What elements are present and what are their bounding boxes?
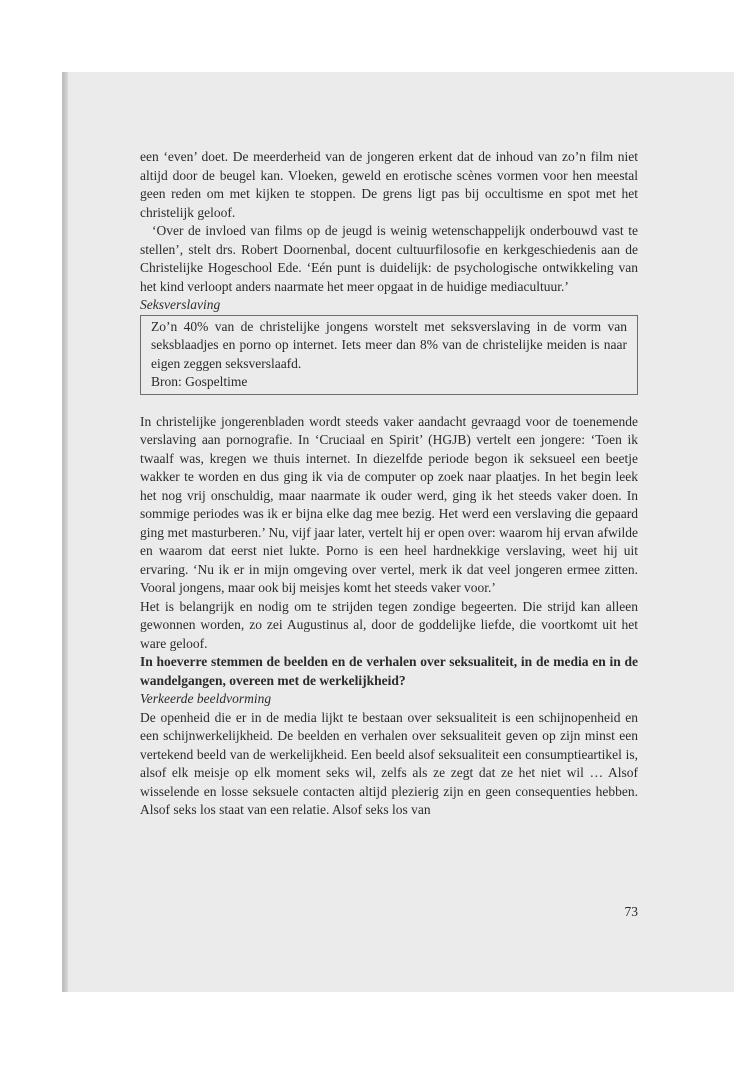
subheading-seksverslaving: Seksverslaving (140, 297, 221, 312)
paragraph: De openheid die er in de media lijkt te bestaan over seksualiteit is een schijnopenheid en een schijnwerkelijkheid. De beelden en verhalen over seksualiteit geven op zijn minst een vertekend beeld van de werkelijkheid. Een beeld alsof seksualiteit een consumptieartikel is, alsof elk meisje op elk moment seks wil, zelfs als ze zegt dat ze het niet wil … Alsof wisselende en losse seksuele contacten altijd plezierig zijn en geen consequenties hebben. Alsof seks los staat van een relatie. Alsof seks los van (140, 709, 638, 817)
page-content (140, 148, 638, 820)
paragraph: In christelijke jongerenbladen wordt steeds vaker aandacht gevraagd voor de toenemende verslaving aan pornografie. In ‘Cruciaal en Spirit’ (HGJB) vertelt een jongere: ‘Toen ik twaalf was, kregen we thuis internet. In diezelfde periode begon ik seksueel een beetje wakker te worden en dus ging ik via de computer op zoek naar plaatjes. In het begin leek het nog vrij onschuldig, maar naarmate ik ouder werd, ging ik het steeds vaker doen. In sommige periodes was ik er bijna elke dag mee bezig. Het werd een verslaving die gepaard ging met masturberen.’ Nu, vijf jaar later, vertelt hij er open over: waarom hij ervan afwilde en waarom dat eerst niet lukte. Porno is een heel hardnekkige verslaving, weet hij uit ervaring. ‘Nu ik er in mijn omgeving over vertel, merk ik dat veel jongeren ermee zitten. Vooral jongens, maar ook bij meisjes komt het steeds vaker voor.’ (140, 413, 638, 595)
box-source: Bron: Gospeltime (151, 374, 248, 389)
subheading-verkeerde-beeldvorming: Verkeerde beeldvorming (140, 691, 272, 706)
paragraph: Het is belangrijk en nodig om te strijden tegen zondige begeerten. Die strijd kan alleen gewonnen worden, zo zei Augustinus al, door de goddelijke liefde, die voortkomt uit het ware geloof. (140, 598, 638, 651)
section-heading: In hoeverre stemmen de beelden en de verhalen over seksualiteit, in de media en in de wandelgangen, overeen met de werkelijkheid? (140, 654, 638, 688)
box-text: Zo’n 40% van de christelijke jongens worstelt met seksverslaving in de vorm van seksblaadjes en porno op internet. Iets meer dan 8% van de christelijke meiden is naar eigen zeggen seksverslaafd. (151, 318, 627, 371)
page-number: 73 (624, 904, 638, 919)
statistics-box (140, 315, 638, 395)
paragraph: een ‘even’ doet. De meerderheid van de jongeren erkent dat de inhoud van zo’n film niet altijd door de beugel kan. Vloeken, geweld en erotische scènes vormen voor hen meestal geen reden om met kijken te stoppen. De grens ligt pas bij occultisme en spot met het christelijk geloof. (140, 149, 638, 220)
paragraph: ‘Over de invloed van films op de jeugd is weinig wetenschappelijk onderbouwd vast te stellen’, stelt drs. Robert Doornenbal, docent cultuurfilosofie en kerkgeschiedenis aan de Christelijke Hogeschool Ede. ‘Eén punt is duidelijk: de psychologische ontwikkeling van het kind verloopt anders naarmate het meer opgaat in de huidige mediacultuur.’ (140, 223, 638, 294)
page-binding (62, 72, 68, 992)
